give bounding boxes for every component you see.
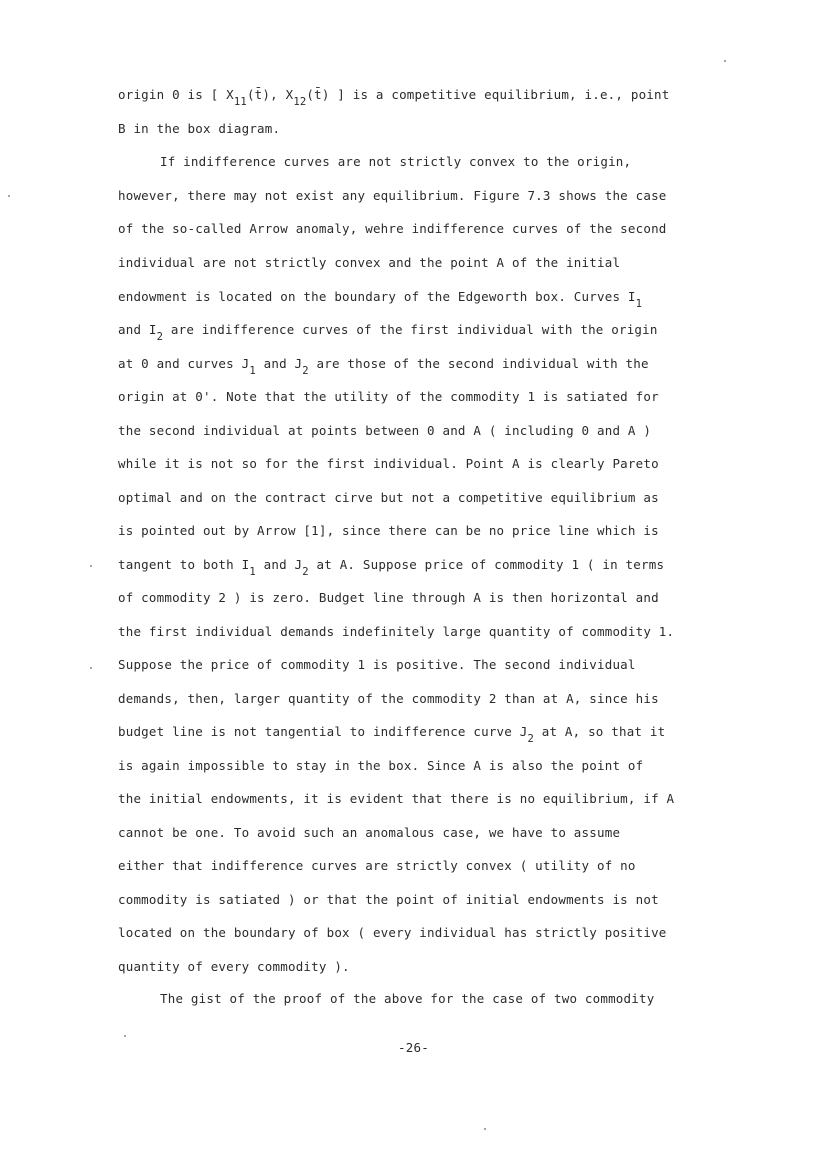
text-line: while it is not so for the first individual. Point A is clearly Pareto [118, 456, 659, 471]
text-line: located on the boundary of box ( every individual has strictly positive [118, 925, 667, 940]
text-line: of commodity 2 ) is zero. Budget line through A is then horizontal and [118, 590, 659, 605]
text-line: The gist of the proof of the above for the case of two commodity [160, 991, 655, 1006]
text-line: endowment is located on the boundary of the Edgeworth box. Curves $I_1$ [118, 289, 643, 310]
text-line: optimal and on the contract cirve but not a competitive equilibrium as [118, 490, 659, 505]
text-line: either that indifference curves are strictly convex ( utility of no [118, 858, 636, 873]
text-line: origin 0 is [ $X_{11}(t̄)$, $X_{12}(t̄)$ ] is a competitive equilibrium, i.e., point [118, 87, 670, 108]
text-line: Suppose the price of commodity 1 is positive. The second individual [118, 657, 636, 672]
scan-speck [724, 60, 726, 62]
text-line: If indifference curves are not strictly convex to the origin, [160, 154, 632, 169]
text-line: the first individual demands indefinitely large quantity of commodity 1. [118, 624, 675, 639]
text-line: at 0 and curves $J_1$ and $J_2$ are those of the second individual with the [118, 356, 649, 377]
page-number: -26- [398, 1040, 429, 1055]
text-line: budget line is not tangential to indifference curve $J_2$ at A, so that it [118, 724, 666, 745]
text-line: origin at 0'. Note that the utility of the commodity 1 is satiated for [118, 389, 659, 404]
scan-speck [124, 1035, 126, 1037]
text-line: quantity of every commodity ). [118, 959, 350, 974]
text-line: is pointed out by Arrow [1], since there can be no price line which is [118, 523, 659, 538]
scan-speck [8, 195, 10, 197]
text-line: demands, then, larger quantity of the commodity 2 than at A, since his [118, 691, 659, 706]
text-line: tangent to both $I_1$ and $J_2$ at A. Suppose price of commodity 1 ( in terms [118, 557, 665, 578]
text-line: of the so-called Arrow anomaly, wehre indifference curves of the second [118, 221, 667, 236]
text-line: the second individual at points between 0 and A ( including 0 and A ) [118, 423, 652, 438]
scan-speck [90, 565, 92, 567]
scan-speck [90, 667, 92, 669]
scan-speck [484, 1128, 486, 1130]
text-line: B in the box diagram. [118, 121, 281, 136]
text-line: however, there may not exist any equilibrium. Figure 7.3 shows the case [118, 188, 667, 203]
text-line: cannot be one. To avoid such an anomalous case, we have to assume [118, 825, 621, 840]
text-line: is again impossible to stay in the box. Since A is also the point of [118, 758, 644, 773]
text-line: individual are not strictly convex and the point A of the initial [118, 255, 621, 270]
text-line: and $I_2$ are indifference curves of the first individual with the origin [118, 322, 658, 343]
text-line: commodity is satiated ) or that the point of initial endowments is not [118, 892, 659, 907]
text-line: the initial endowments, it is evident that there is no equilibrium, if A [118, 791, 675, 806]
